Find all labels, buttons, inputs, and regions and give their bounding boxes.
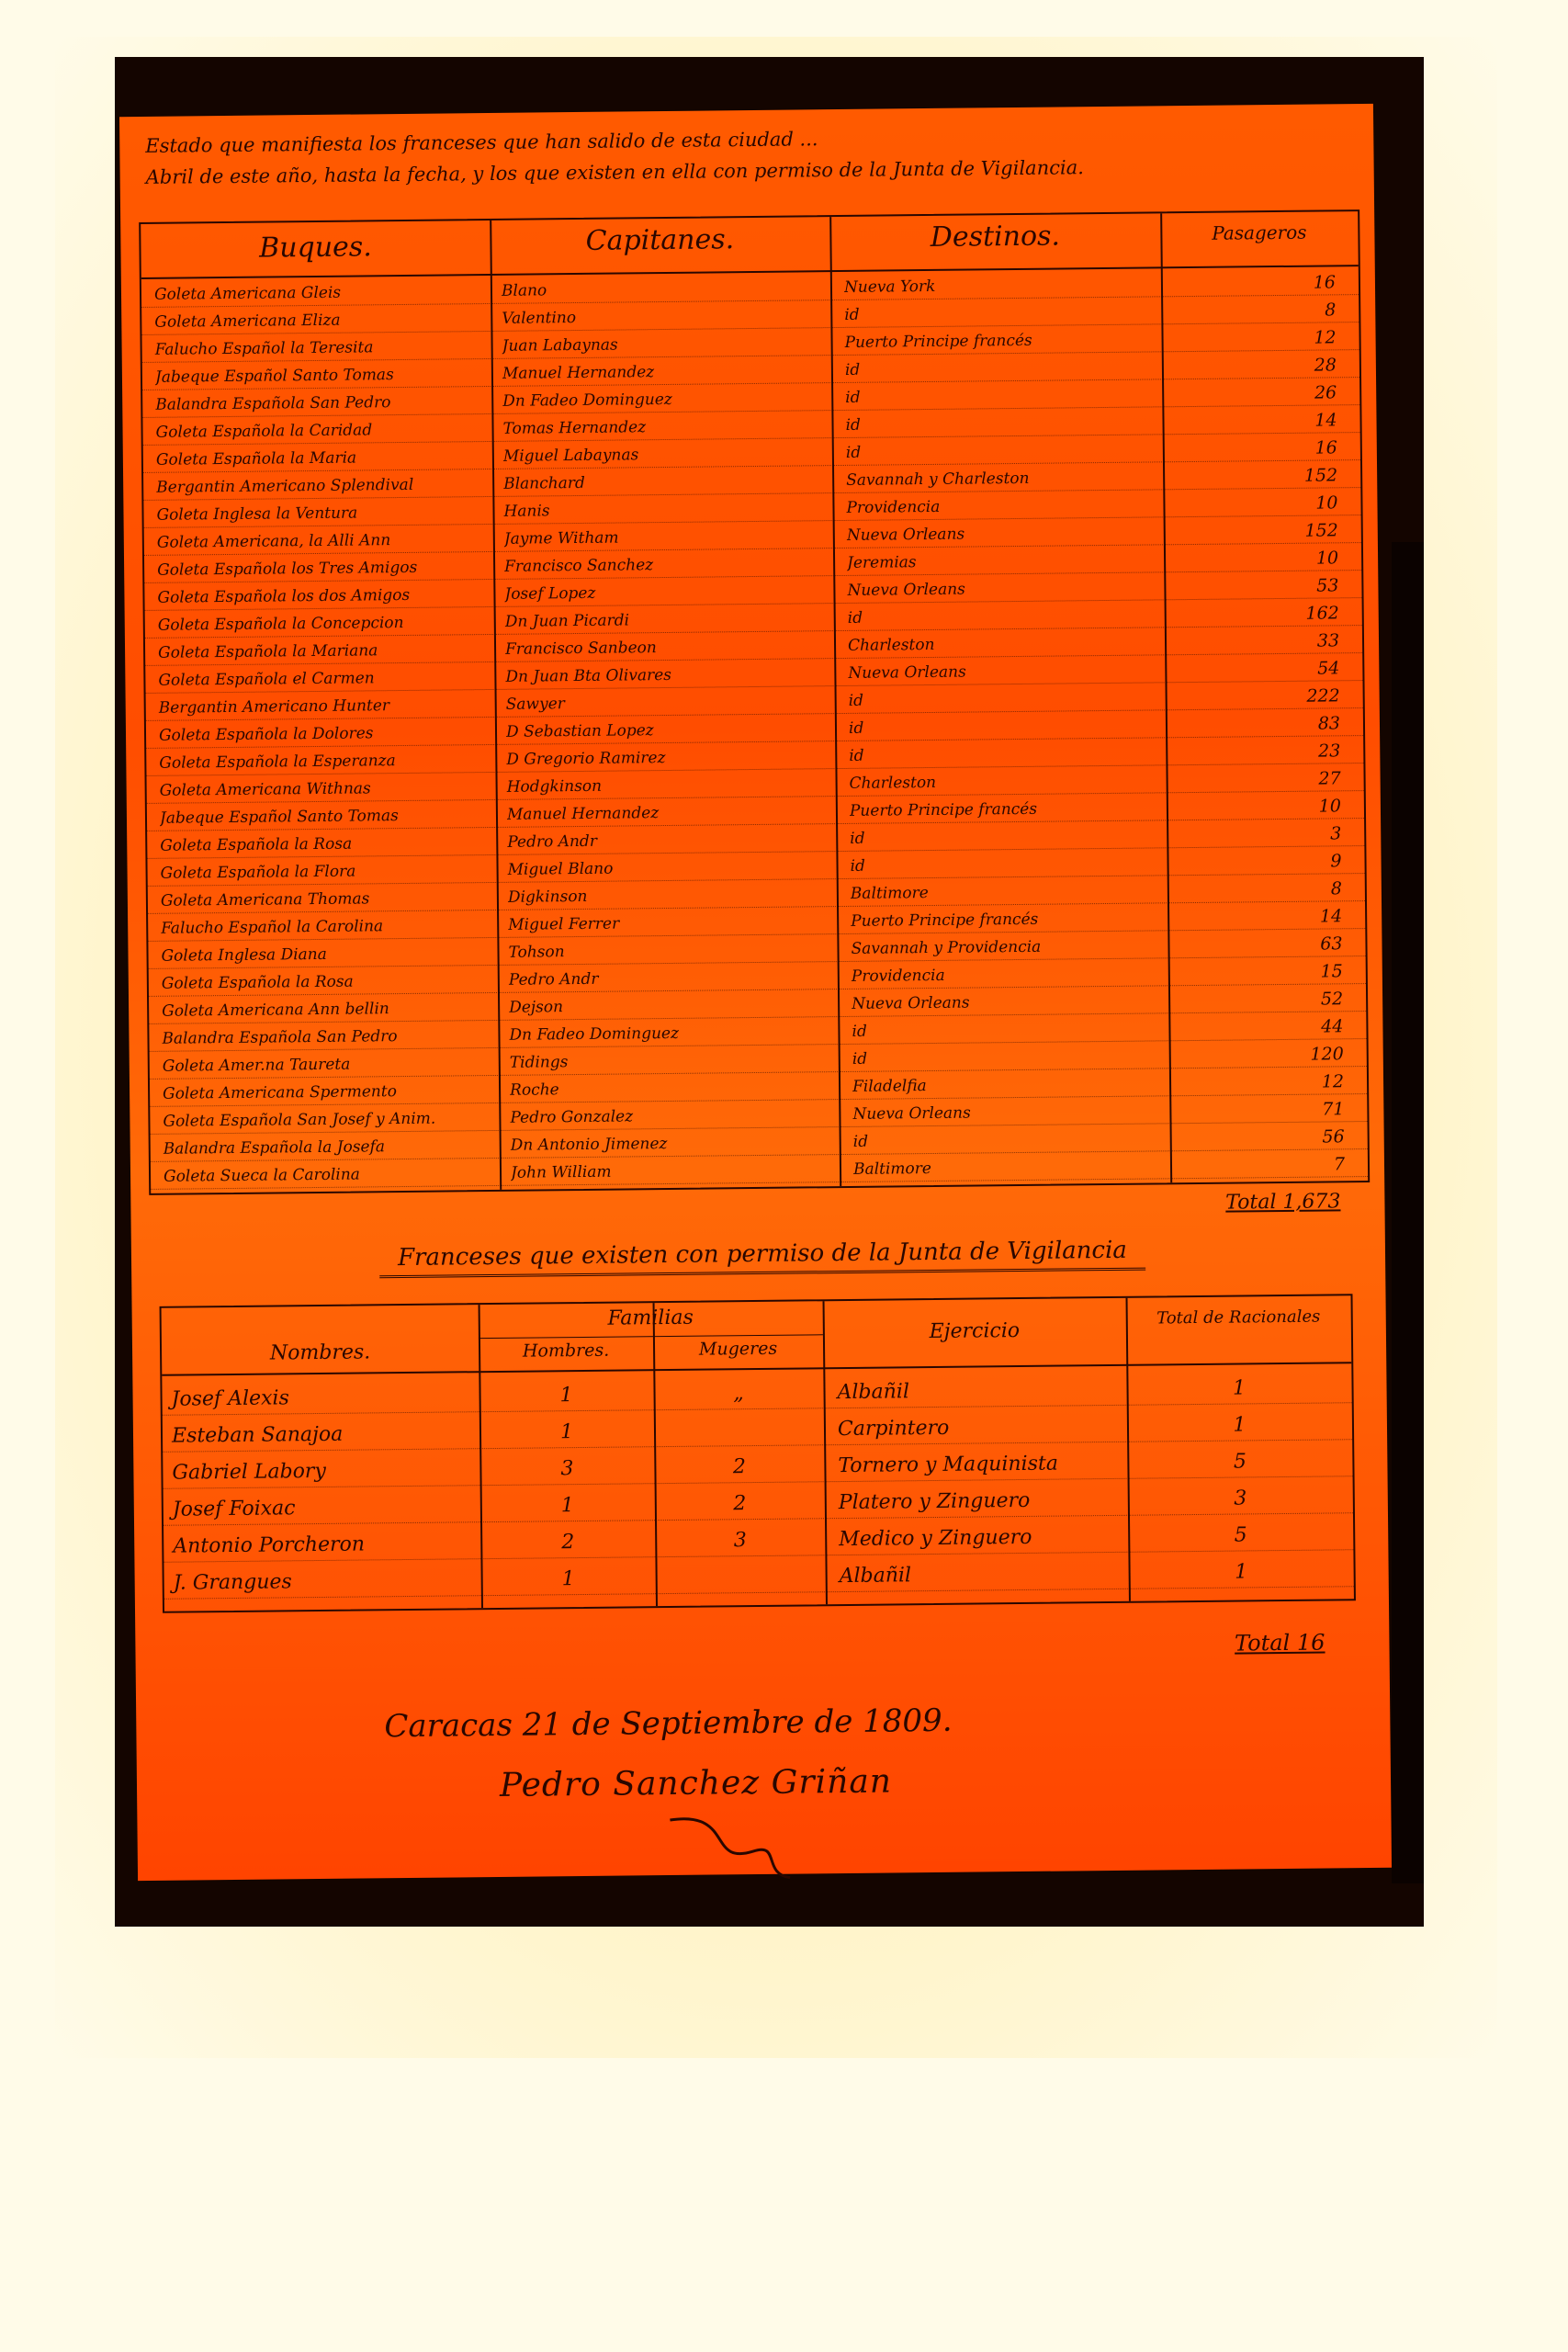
destination: Baltimore	[850, 884, 929, 903]
total-count: 1	[1233, 1413, 1247, 1437]
men-count: 3	[560, 1457, 574, 1481]
destination: Charleston	[849, 773, 937, 793]
destination: Puerto Principe francés	[844, 331, 1032, 352]
ship-name: Goleta Española la Rosa	[161, 972, 354, 993]
ship-name: Goleta Española la Rosa	[160, 834, 353, 855]
captain-name: Dn Antonio Jimenez	[510, 1135, 668, 1155]
passenger-count: 12	[1321, 1071, 1345, 1092]
passenger-count: 16	[1313, 272, 1337, 293]
passenger-count: 9	[1330, 851, 1342, 872]
captain-name: Juan Labaynas	[502, 335, 618, 356]
captain-name: Hanis	[503, 502, 550, 521]
ship-name: Balandra Española San Pedro	[155, 393, 391, 414]
ship-name: Goleta Española la Concepcion	[157, 613, 404, 635]
captain-name: Miguel Blano	[507, 859, 614, 879]
french-table	[160, 1294, 1356, 1613]
ship-name: Balandra Española San Pedro	[162, 1027, 398, 1048]
captain-name: Pedro Gonzalez	[510, 1107, 634, 1127]
passenger-count: 222	[1306, 685, 1340, 707]
document-page	[119, 104, 1392, 1881]
passenger-count: 162	[1305, 603, 1339, 624]
passenger-count: 27	[1318, 768, 1341, 789]
signature-flourish	[651, 1801, 799, 1885]
destination: id	[845, 388, 861, 407]
destination: id	[852, 1022, 867, 1041]
person-name: Antonio Porcheron	[173, 1532, 366, 1558]
ship-name: Goleta Española la Flora	[160, 862, 356, 883]
destination: Savannah y Charleston	[846, 469, 1030, 490]
destination: id	[850, 829, 865, 848]
passenger-count: 26	[1314, 382, 1337, 403]
header-total-racionales: Total de Racionales	[1156, 1306, 1321, 1329]
destination: Nueva Orleans	[852, 1103, 971, 1124]
header-line-2: Abril de este año, hasta la fecha, y los que existen en ella con permiso de la Junta de Vigilancia.	[145, 156, 1084, 188]
destination: id	[850, 856, 866, 876]
passenger-count: 8	[1330, 878, 1342, 899]
ship-name: Goleta Americana Withnas	[159, 779, 371, 800]
passenger-count: 23	[1317, 741, 1341, 762]
captain-name: D Sebastian Lopez	[505, 721, 654, 741]
passenger-count: 52	[1320, 989, 1344, 1010]
ship-name: Goleta Española la Dolores	[158, 724, 374, 745]
header-familias: Familias	[607, 1306, 694, 1330]
passenger-count: 54	[1317, 658, 1340, 679]
men-count: 2	[561, 1531, 575, 1555]
total-count: 1	[1235, 1560, 1248, 1584]
passenger-count: 152	[1304, 520, 1338, 541]
ships-table	[139, 209, 1370, 1215]
ship-name: Falucho Español la Carolina	[161, 917, 384, 938]
captain-name: D Gregorio Ramirez	[506, 749, 666, 769]
destination: Nueva Orleans	[847, 580, 965, 600]
destination: id	[852, 1049, 868, 1069]
header-hombres: Hombres.	[522, 1340, 610, 1362]
captain-name: Pedro Andr	[508, 969, 599, 989]
men-count: 1	[559, 1384, 573, 1408]
captain-name: Blanchard	[503, 473, 585, 493]
captain-name: Pedro Andr	[507, 831, 598, 852]
total-count: 3	[1234, 1487, 1247, 1510]
header-pasageros: Pasageros	[1212, 220, 1307, 244]
captain-name: Valentino	[502, 309, 577, 328]
signature: Pedro Sanchez Griñan	[499, 1762, 893, 1804]
captain-name: Sawyer	[505, 695, 565, 714]
passenger-count: 152	[1303, 465, 1338, 486]
captain-name: Tohson	[508, 943, 565, 962]
passenger-count: 56	[1322, 1126, 1345, 1148]
passenger-count: 10	[1315, 492, 1338, 514]
passenger-count: 7	[1333, 1154, 1346, 1175]
header-line-1: Estado que manifiesta los franceses que han salido de esta ciudad ...	[145, 128, 818, 157]
captain-name: Hodgkinson	[506, 776, 603, 797]
passenger-count: 63	[1320, 933, 1343, 955]
captain-name: John William	[510, 1162, 612, 1182]
destination: Nueva York	[843, 277, 936, 297]
destination: Nueva Orleans	[846, 525, 965, 545]
header-buques: Buques.	[259, 231, 372, 265]
women-count: 2	[732, 1455, 747, 1479]
ship-name: Goleta Española la Esperanza	[159, 752, 396, 773]
captain-name: Manuel Hernandez	[506, 804, 660, 824]
ships-total: Total 1,673	[1225, 1190, 1341, 1215]
total-count: 1	[1232, 1376, 1247, 1400]
ship-name: Jabeque Español Santo Tomas	[159, 807, 399, 828]
passenger-count: 12	[1314, 327, 1337, 348]
person-name: Josef Foixac	[172, 1497, 296, 1521]
men-count: 1	[561, 1567, 575, 1591]
total-count: 5	[1234, 1523, 1247, 1547]
destination: Puerto Principe francés	[851, 910, 1039, 931]
person-name: Josef Alexis	[171, 1386, 289, 1411]
destination: Filadelfia	[852, 1077, 927, 1096]
men-count: 1	[560, 1494, 574, 1518]
destination: Savannah y Providencia	[851, 937, 1042, 958]
destination: Puerto Principe francés	[849, 799, 1038, 820]
frame-shadow	[1392, 542, 1424, 1883]
captain-name: Roche	[509, 1080, 559, 1100]
person-name: J. Grangues	[173, 1570, 292, 1595]
captain-name: Dn Fadeo Dominguez	[502, 390, 672, 411]
destination: Baltimore	[852, 1159, 932, 1179]
occupation: Albañil	[837, 1380, 910, 1405]
destination: Nueva Orleans	[848, 662, 966, 683]
captain-name: Digkinson	[507, 887, 588, 907]
passenger-count: 33	[1316, 630, 1340, 651]
captain-name: Francisco Sanbeon	[504, 639, 657, 659]
ship-name: Goleta Sueca la Carolina	[163, 1165, 361, 1186]
women-count: „	[733, 1382, 744, 1406]
women-count	[655, 1560, 825, 1562]
passenger-count: 71	[1322, 1099, 1345, 1120]
captain-name: Josef Lopez	[504, 583, 596, 604]
occupation: Tornero y Maquinista	[838, 1452, 1059, 1478]
captain-name: Miguel Ferrer	[508, 914, 620, 934]
destination: Providencia	[851, 966, 945, 986]
captain-name: Jayme Witham	[503, 528, 619, 548]
passenger-count: 15	[1320, 961, 1343, 982]
captain-name: Tomas Hernandez	[502, 418, 647, 438]
ship-name: Goleta Americana Eliza	[154, 311, 341, 332]
destination: id	[848, 718, 864, 738]
ship-name: Goleta Española los Tres Amigos	[157, 558, 418, 580]
destination: id	[844, 305, 860, 324]
occupation: Platero y Zinguero	[838, 1488, 1031, 1515]
destination: id	[845, 415, 861, 435]
ship-name: Goleta Española la Mariana	[157, 641, 378, 662]
person-name: Gabriel Labory	[172, 1459, 326, 1485]
ship-name: Goleta Americana Ann bellin	[162, 1000, 389, 1021]
destination: id	[849, 746, 864, 765]
destination: id	[845, 443, 862, 462]
person-name: Esteban Sanajoa	[171, 1422, 344, 1448]
women-count: 3	[733, 1529, 747, 1553]
captain-name: Francisco Sanchez	[504, 556, 654, 576]
passenger-count: 28	[1314, 355, 1337, 376]
captain-name: Dejson	[509, 998, 564, 1017]
header-destinos: Destinos.	[930, 220, 1061, 254]
place-date: Caracas 21 de Septiembre de 1809.	[384, 1702, 953, 1746]
captain-name: Tidings	[509, 1053, 569, 1072]
captain-name: Blano	[501, 281, 547, 300]
french-section-title: Franceses que existen con permiso de la Junta de Vigilancia	[379, 1237, 1145, 1279]
header-capitanes: Capitanes.	[585, 223, 735, 257]
captain-name: Dn Juan Picardi	[504, 611, 630, 631]
women-count: 2	[733, 1492, 747, 1516]
ship-name: Goleta Inglesa la Ventura	[156, 503, 358, 525]
captain-name: Dn Juan Bta Olivares	[505, 665, 672, 686]
occupation: Medico y Zinguero	[839, 1525, 1032, 1552]
french-total: Total 16	[1234, 1629, 1325, 1657]
ship-name: Goleta Española los dos Amigos	[157, 585, 411, 607]
ship-name: Goleta Inglesa Diana	[161, 944, 327, 966]
ship-name: Jabeque Español Santo Tomas	[154, 366, 394, 387]
header-ejercicio: Ejercicio	[929, 1319, 1021, 1344]
destination: Jeremias	[847, 553, 917, 572]
ship-name: Goleta Amer.na Taureta	[162, 1055, 351, 1076]
header-nombres: Nombres.	[269, 1340, 371, 1365]
destination: Nueva Orleans	[852, 993, 970, 1013]
ship-name: Goleta Americana Spermento	[163, 1082, 397, 1103]
ship-name: Goleta Española San Josef y Anim.	[163, 1109, 436, 1131]
passenger-count: 44	[1321, 1016, 1344, 1037]
total-count: 5	[1233, 1450, 1247, 1474]
captain-name: Dn Fadeo Dominguez	[509, 1023, 680, 1045]
passenger-count: 10	[1315, 548, 1339, 569]
men-count: 1	[559, 1420, 574, 1444]
passenger-count: 3	[1330, 823, 1342, 844]
destination: Charleston	[847, 635, 935, 655]
destination: Providencia	[846, 497, 941, 517]
ship-name: Balandra Española la Josefa	[163, 1137, 386, 1159]
passenger-count: 83	[1317, 713, 1341, 734]
ship-name: Goleta Americana, la Alli Ann	[156, 531, 391, 552]
destination: id	[844, 360, 861, 379]
destination: id	[847, 608, 863, 628]
occupation: Carpintero	[837, 1416, 950, 1442]
header-mugeres: Mugeres	[698, 1338, 778, 1360]
ship-name: Goleta Americana Thomas	[160, 889, 370, 910]
passenger-count: 8	[1325, 300, 1337, 321]
ship-name: Goleta Española el Carmen	[158, 669, 375, 690]
captain-name: Manuel Hernandez	[502, 363, 655, 383]
passenger-count: 14	[1314, 410, 1337, 431]
passenger-count: 120	[1310, 1044, 1344, 1065]
ship-name: Goleta Española la Caridad	[155, 421, 373, 442]
women-count	[654, 1413, 824, 1415]
occupation: Albañil	[839, 1564, 912, 1589]
ship-name: Bergantin Americano Splendival	[156, 475, 414, 497]
passenger-count: 16	[1314, 437, 1337, 458]
passenger-count: 53	[1316, 575, 1339, 596]
ship-name: Falucho Español la Teresita	[154, 338, 374, 359]
destination: id	[848, 691, 864, 710]
ship-name: Bergantin Americano Hunter	[158, 696, 390, 718]
ship-name: Goleta Española la Maria	[155, 448, 357, 469]
destination: id	[852, 1132, 869, 1151]
passenger-count: 10	[1318, 796, 1342, 817]
captain-name: Miguel Labaynas	[502, 446, 639, 466]
passenger-count: 14	[1319, 906, 1343, 927]
ship-name: Goleta Americana Gleis	[153, 283, 342, 304]
